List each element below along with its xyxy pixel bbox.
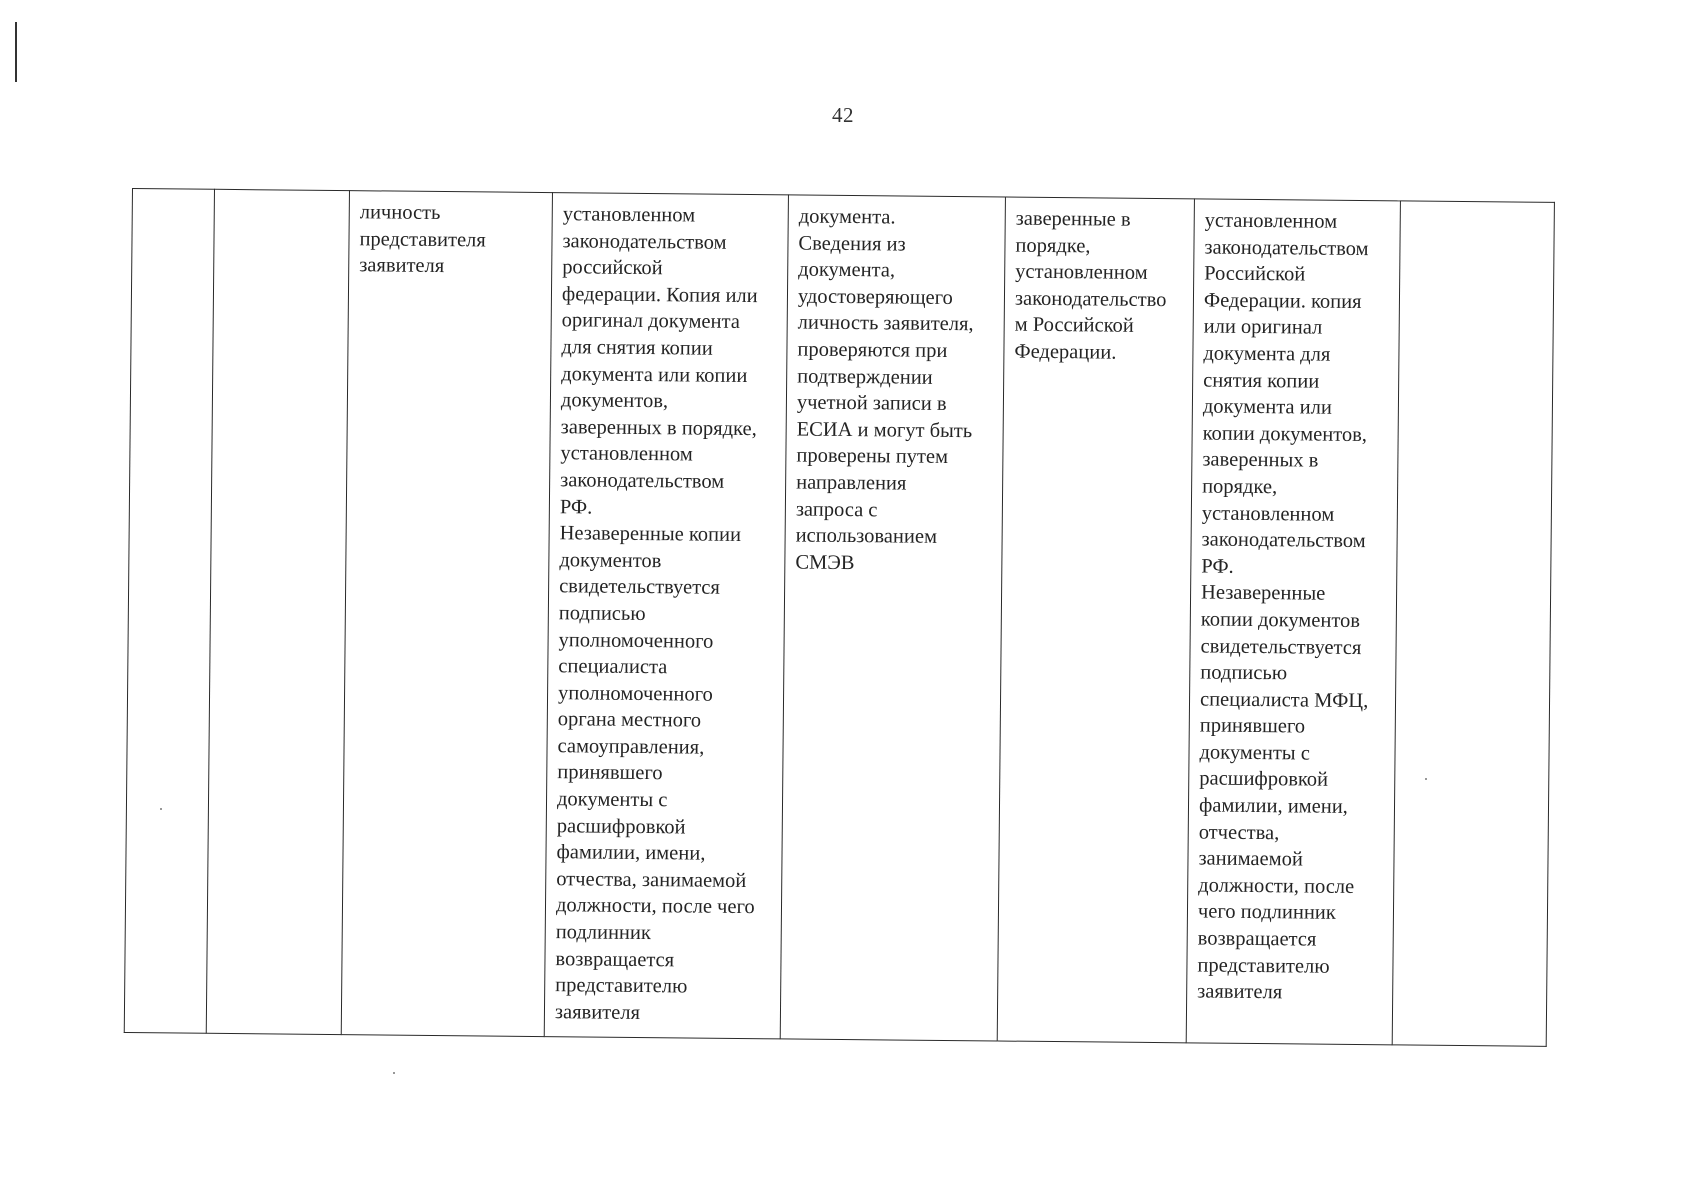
cell-text-col4: установленном законодательством российской федерации. Копия или оригинал документа для снятия копии документа или копии документов, заверенных в порядке, установленном законодательством РФ. Незаверенные копии документов свидетельствуется подписью уполномоченного специалиста уполномоченного органа местного самоуправления, принявшего документы с расшифровкой фамилии, имени, отчества, занимаемой должности, после чего подлинник возвращается представителю заявителя	[554, 203, 758, 1024]
cell-text-col6: заверенные в порядке, установленном законодательство м Российской Федерации.	[1014, 207, 1167, 364]
table-cell-col4	[544, 193, 788, 1039]
cell-text-col2	[225, 198, 345, 199]
cell-text-col1	[143, 197, 210, 198]
table-cell-col6	[997, 197, 1194, 1043]
scan-speck	[393, 1072, 395, 1074]
scan-speck	[160, 808, 162, 810]
table-cell-col2	[206, 189, 349, 1034]
table-cell-col5	[780, 195, 1005, 1041]
page-number: 42	[832, 103, 854, 127]
cell-text-col7: установленном законодательством Российской Федерации. копия или оригинал документа для снятия копии документа или копии документов, заверенных в порядке, установленном законодательством РФ. Незаверенные копии документов свидетельствуется подписью специалиста МФЦ, принявшего документы с расшифровкой фамилии, имени, отчества, занимаемой должности, после чего подлинник возвращается представителю заявителя	[1197, 209, 1369, 1004]
document-table	[124, 188, 1555, 1047]
table-cell-col8	[1392, 201, 1554, 1046]
table-row	[124, 189, 1554, 1047]
margin-line	[15, 22, 17, 82]
cell-text-col8	[1411, 210, 1550, 211]
table-cell-col7	[1186, 199, 1400, 1045]
scan-speck	[1425, 778, 1427, 780]
table-cell-col1	[124, 189, 214, 1034]
table-cell-col3	[341, 191, 552, 1037]
cell-text-col3: личность представителя заявителя	[359, 201, 486, 278]
cell-text-col5: документа. Сведения из документа, удостоверяющего личность заявителя, проверяются при подтверждении учетной записи в ЕСИА и могут быть проверены путем направления запроса с использованием СМЭВ	[795, 205, 974, 574]
